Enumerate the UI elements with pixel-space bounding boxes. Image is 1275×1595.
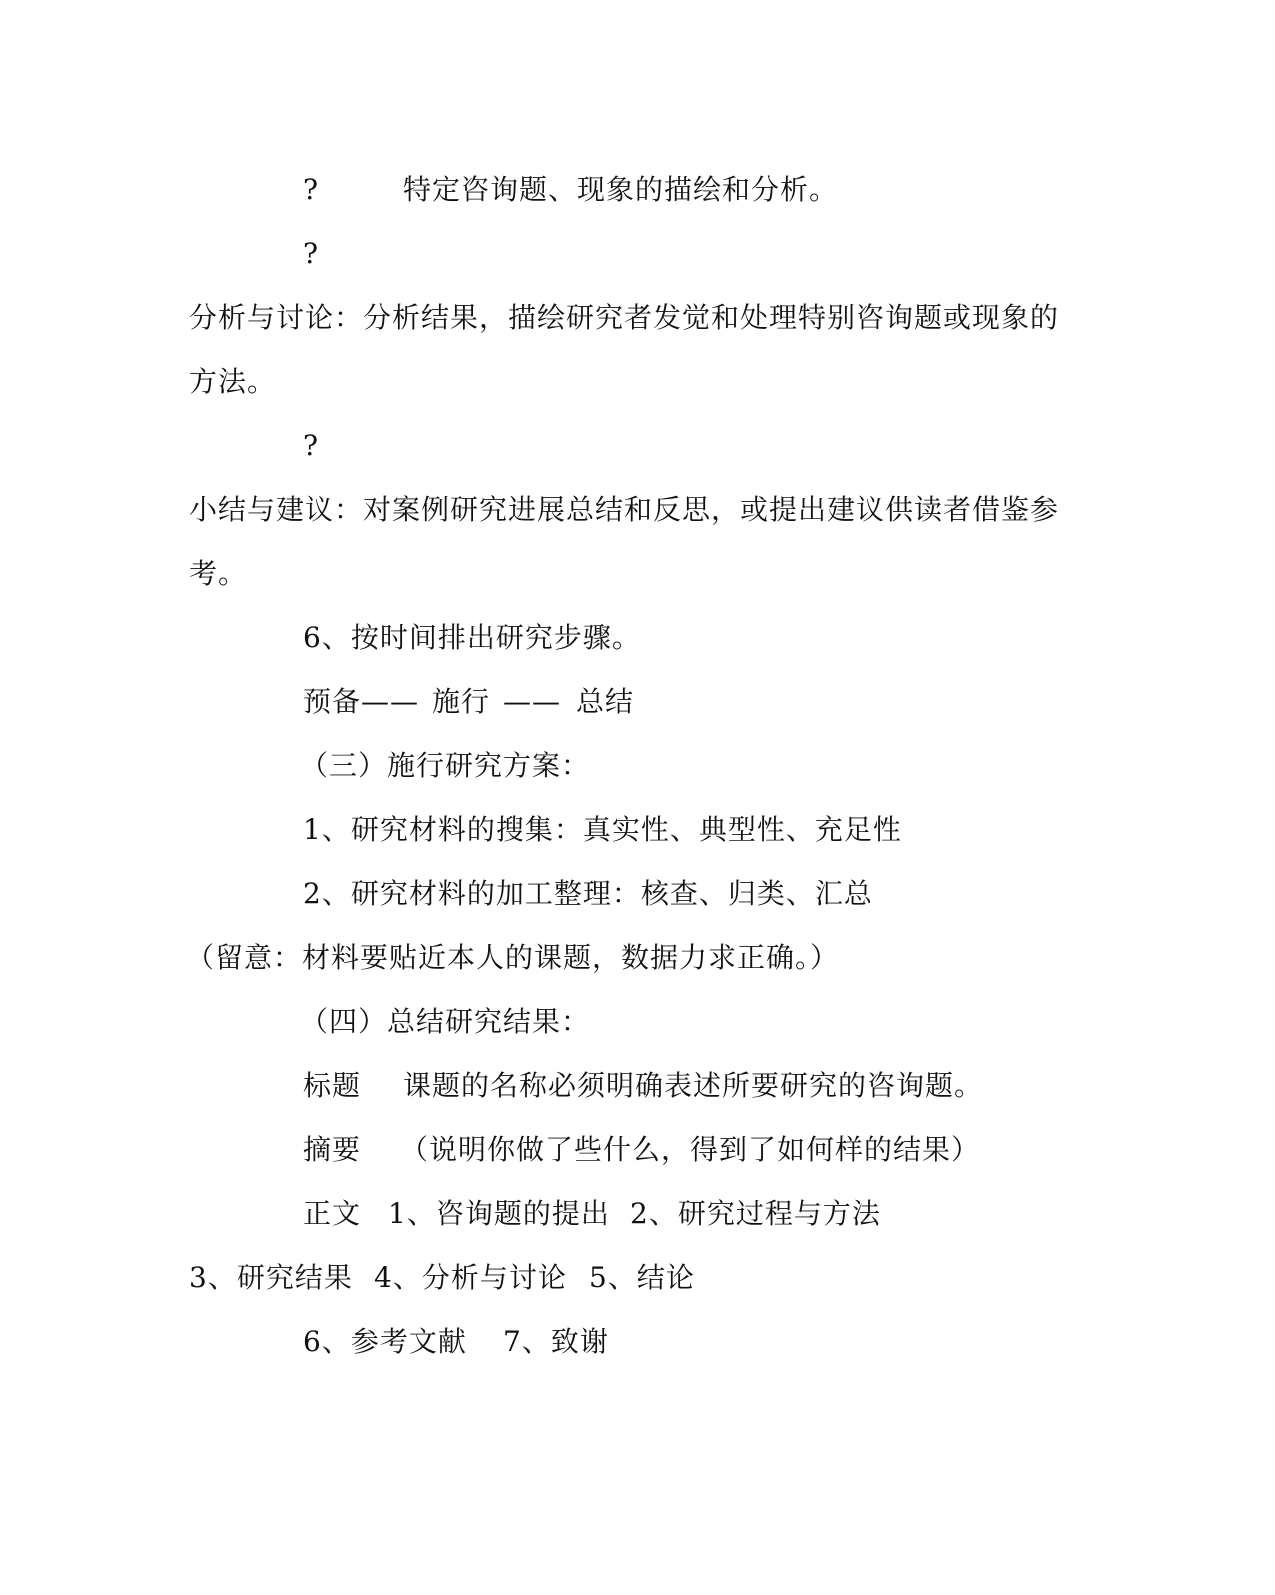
item-label: 正文 (303, 1197, 362, 1230)
section-heading-4: （四）总结研究结果： (300, 1005, 591, 1038)
numbered-item-2: 2、研究材料的加工整理：核查、归类、汇总 (303, 877, 873, 910)
step-arrow: —— (503, 685, 561, 718)
step-prepare: 预备—— (303, 685, 420, 718)
bullet-marker: ? (303, 237, 320, 270)
body-part-1: 1、咨询题的提出 (388, 1197, 610, 1230)
paragraph-continuation: 方法。 (189, 365, 277, 398)
note-paragraph: （留意：材料要贴近本人的课题，数据力求正确。） (186, 941, 840, 974)
body-part-6: 6、参考文献 (303, 1325, 467, 1358)
item-text: （说明你做了些什么，得到了如何样的结果） (400, 1133, 981, 1166)
item-text: 课题的名称必须明确表述所要研究的咨询题。 (403, 1069, 984, 1102)
step-implement: 施行 (432, 685, 491, 718)
item-label: 摘要 (303, 1133, 362, 1166)
bullet-marker: ? (303, 173, 320, 206)
step-summarize: 总结 (576, 685, 635, 718)
body-part-5: 5、结论 (589, 1261, 695, 1294)
paragraph-continuation: 考。 (189, 557, 248, 590)
paragraph-text: 特定咨询题、现象的描绘和分析。 (403, 173, 839, 206)
numbered-item-6: 6、按时间排出研究步骤。 (303, 621, 641, 654)
bullet-marker: ? (303, 429, 320, 462)
body-part-4: 4、分析与讨论 (374, 1261, 567, 1294)
paragraph-analysis-discussion: 分析与讨论：分析结果，描绘研究者发觉和处理特别咨询题或现象的 (189, 301, 1060, 334)
section-heading-3: （三）施行研究方案： (300, 749, 591, 782)
item-label: 标题 (303, 1069, 362, 1102)
body-part-2: 2、研究过程与方法 (630, 1197, 881, 1230)
body-part-3: 3、研究结果 (189, 1261, 353, 1294)
body-part-7: 7、致谢 (503, 1325, 609, 1358)
numbered-item-1: 1、研究材料的搜集：真实性、典型性、充足性 (303, 813, 902, 846)
paragraph-summary-suggestions: 小结与建议：对案例研究进展总结和反思，或提出建议供读者借鉴参 (189, 493, 1060, 526)
